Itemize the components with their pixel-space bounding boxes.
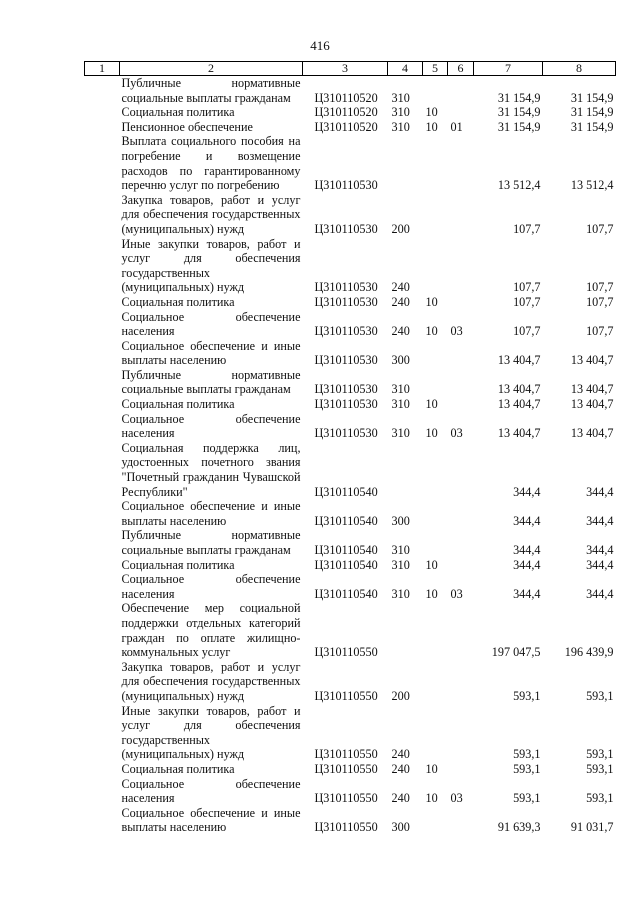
row-col-1 <box>85 660 120 704</box>
row-col-7: 107,7 <box>513 280 541 295</box>
row-name: Социальная поддержка лиц, удостоенных почетного звания "Почетный гражданин Чувашской Республики" <box>121 440 301 499</box>
row-code: Ц310110520 <box>314 119 378 134</box>
row-col-6 <box>448 704 474 762</box>
header-col-1: 1 <box>85 62 120 76</box>
row-col-7: 593,1 <box>513 791 541 806</box>
row-col-8: 344,4 <box>586 484 614 499</box>
table-row <box>85 339 616 368</box>
table-row <box>85 412 616 441</box>
header-col-2: 2 <box>120 62 303 76</box>
row-code: Ц310110550 <box>314 688 378 703</box>
row-col-6 <box>448 76 474 106</box>
table-row <box>85 105 616 120</box>
row-name: Иные закупки товаров, работ и услуг для обеспечения государственных (муниципальных) нужд <box>121 703 301 762</box>
row-col-5 <box>423 441 448 499</box>
row-col-4: 310 <box>391 397 410 412</box>
row-col-1 <box>85 558 120 573</box>
table-row <box>85 499 616 528</box>
row-col-8: 593,1 <box>586 791 614 806</box>
row-col-5: 10 <box>425 557 438 572</box>
row-col-6 <box>448 295 474 310</box>
header-col-6: 6 <box>448 62 474 76</box>
row-code: Ц310110530 <box>314 324 378 339</box>
row-col-1 <box>85 572 120 601</box>
row-col-6 <box>448 193 474 237</box>
row-col-4: 310 <box>391 543 410 557</box>
row-col-6: 03 <box>450 791 463 806</box>
row-code: Ц310110550 <box>314 645 378 660</box>
table-row <box>85 310 616 339</box>
row-col-8: 344,4 <box>586 513 614 528</box>
row-col-7: 344,4 <box>513 557 541 572</box>
row-col-1 <box>85 193 120 237</box>
row-code: Ц310110530 <box>314 221 378 236</box>
row-code: Ц310110530 <box>314 426 378 441</box>
row-col-8: 107,7 <box>586 221 614 236</box>
row-name: Социальное обеспечение населения <box>121 572 301 601</box>
row-name: Социальное обеспечение населения <box>121 411 301 441</box>
table-row <box>85 397 616 412</box>
row-name: Социальное обеспечение населения <box>121 309 301 339</box>
row-col-6 <box>448 762 474 777</box>
row-col-7: 593,1 <box>513 761 541 776</box>
row-code: Ц310110520 <box>314 105 378 120</box>
table-row <box>85 528 616 557</box>
row-col-6 <box>448 806 474 835</box>
row-col-8: 344,4 <box>586 586 614 601</box>
row-col-7: 13 404,7 <box>497 382 541 397</box>
row-code: Ц310110550 <box>314 747 378 762</box>
row-col-1 <box>85 528 120 557</box>
row-code: Ц310110550 <box>314 820 378 835</box>
table-row <box>85 193 616 237</box>
row-code: Ц310110540 <box>314 513 378 528</box>
row-col-4: 310 <box>391 90 410 105</box>
row-col-5: 10 <box>425 294 438 309</box>
row-code: Ц310110540 <box>314 557 378 572</box>
row-col-5 <box>423 339 448 368</box>
row-col-7: 197 047,5 <box>491 645 541 660</box>
row-col-6: 03 <box>450 324 463 339</box>
row-code: Ц310110530 <box>314 382 378 397</box>
row-col-6 <box>448 134 474 192</box>
row-col-7: 593,1 <box>513 747 541 762</box>
row-col-8: 13 404,7 <box>570 426 614 441</box>
table-row <box>85 441 616 499</box>
row-col-6: 03 <box>450 426 463 441</box>
row-col-5: 10 <box>425 119 438 134</box>
row-col-1 <box>85 120 120 135</box>
table-row <box>85 237 616 295</box>
row-col-6: 01 <box>450 119 463 134</box>
row-col-8: 593,1 <box>586 747 614 762</box>
header-col-8: 8 <box>543 62 616 76</box>
row-col-6 <box>448 368 474 397</box>
row-col-7: 344,4 <box>513 484 541 499</box>
budget-table <box>84 61 616 835</box>
row-code: Ц310110540 <box>314 484 378 499</box>
row-col-8: 13 404,7 <box>570 382 614 397</box>
row-col-8: 13 404,7 <box>570 397 614 412</box>
row-col-8: 13 404,7 <box>570 353 614 368</box>
row-col-8: 593,1 <box>586 761 614 776</box>
row-col-4: 240 <box>391 294 410 309</box>
row-name: Социальная политика <box>121 557 235 572</box>
table-header <box>85 62 616 76</box>
row-name: Социальное обеспечение и иные выплаты населению <box>121 499 301 528</box>
row-code: Ц310110530 <box>314 397 378 412</box>
row-name: Пенсионное обеспечение <box>121 119 253 134</box>
row-col-5: 10 <box>425 324 438 339</box>
row-col-6 <box>448 660 474 704</box>
row-col-5: 10 <box>425 586 438 601</box>
row-name: Обеспечение мер социальной поддержки отдельных категорий граждан по оплате жилищно-коммунальных услуг <box>121 601 301 660</box>
header-col-4: 4 <box>388 62 423 76</box>
row-col-5 <box>423 806 448 835</box>
row-col-5 <box>423 368 448 397</box>
row-col-4 <box>388 134 423 192</box>
row-name: Социальная политика <box>121 761 235 776</box>
row-col-5: 10 <box>425 426 438 441</box>
row-code: Ц310110540 <box>314 586 378 601</box>
row-code: Ц310110550 <box>314 791 378 806</box>
row-col-8: 344,4 <box>586 543 614 557</box>
row-col-5 <box>423 660 448 704</box>
row-col-5 <box>423 499 448 528</box>
row-col-1 <box>85 441 120 499</box>
row-code: Ц310110530 <box>314 280 378 295</box>
row-col-4: 310 <box>391 426 410 441</box>
row-name: Социальное обеспечение и иные выплаты населению <box>121 805 301 835</box>
row-col-5 <box>423 237 448 295</box>
row-name: Публичные нормативные социальные выплаты гражданам <box>121 76 301 105</box>
row-col-4 <box>388 441 423 499</box>
row-col-1 <box>85 806 120 835</box>
row-name: Социальное обеспечение и иные выплаты населению <box>121 338 301 368</box>
row-col-4: 200 <box>391 221 410 236</box>
page-number: 416 <box>310 38 330 53</box>
row-name: Выплата социального пособия на погребение и возмещение расходов по гарантированному перечню услуг по погребению <box>121 134 301 193</box>
row-col-1 <box>85 310 120 339</box>
table-row <box>85 368 616 397</box>
table-row <box>85 777 616 806</box>
row-col-8: 31 154,9 <box>570 90 614 105</box>
row-col-4: 240 <box>391 324 410 339</box>
row-col-7: 31 154,9 <box>497 90 541 105</box>
row-col-4: 200 <box>391 688 410 703</box>
row-col-8: 91 031,7 <box>570 820 614 835</box>
row-name: Социальная политика <box>121 294 235 309</box>
row-col-7: 31 154,9 <box>497 105 541 120</box>
row-col-5 <box>423 528 448 557</box>
row-col-7: 107,7 <box>513 294 541 309</box>
table-row <box>85 572 616 601</box>
row-name: Закупка товаров, работ и услуг для обеспечения государственных (муниципальных) нужд <box>121 659 301 703</box>
row-col-1 <box>85 499 120 528</box>
header-col-5: 5 <box>423 62 448 76</box>
row-col-4: 300 <box>391 820 410 835</box>
row-col-5 <box>423 134 448 192</box>
table-row <box>85 601 616 659</box>
row-col-1 <box>85 704 120 762</box>
row-col-7: 91 639,3 <box>497 820 541 835</box>
row-col-7: 13 512,4 <box>497 178 541 193</box>
row-col-7: 107,7 <box>513 324 541 339</box>
row-col-4: 240 <box>391 280 410 295</box>
row-col-7: 593,1 <box>513 688 541 703</box>
row-col-7: 13 404,7 <box>497 397 541 412</box>
table-row <box>85 558 616 573</box>
row-col-5 <box>423 193 448 237</box>
row-col-6 <box>448 601 474 659</box>
row-col-8: 196 439,9 <box>564 645 614 660</box>
table-row <box>85 295 616 310</box>
table-row <box>85 120 616 135</box>
row-code: Ц310110530 <box>314 294 378 309</box>
row-col-6 <box>448 558 474 573</box>
row-col-6: 03 <box>450 586 463 601</box>
row-code: Ц310110520 <box>314 90 378 105</box>
row-col-4: 240 <box>391 761 410 776</box>
row-col-6 <box>448 441 474 499</box>
row-col-5: 10 <box>425 105 438 120</box>
row-col-1 <box>85 368 120 397</box>
row-col-8: 13 512,4 <box>570 178 614 193</box>
table-row <box>85 762 616 777</box>
row-col-1 <box>85 105 120 120</box>
row-col-8: 31 154,9 <box>570 119 614 134</box>
row-col-7: 13 404,7 <box>497 426 541 441</box>
table-row <box>85 134 616 192</box>
table-row <box>85 660 616 704</box>
row-col-4: 310 <box>391 105 410 120</box>
table-row <box>85 806 616 835</box>
row-col-1 <box>85 601 120 659</box>
row-col-6 <box>448 528 474 557</box>
table-body <box>85 76 616 835</box>
row-col-1 <box>85 237 120 295</box>
row-code: Ц310110530 <box>314 353 378 368</box>
row-code: Ц310110540 <box>314 543 378 557</box>
row-col-8: 593,1 <box>586 688 614 703</box>
row-col-5: 10 <box>425 761 438 776</box>
row-name: Социальная политика <box>121 397 235 412</box>
row-code: Ц310110530 <box>314 178 378 193</box>
row-col-4: 240 <box>391 747 410 762</box>
row-col-1 <box>85 134 120 192</box>
row-col-8: 31 154,9 <box>570 105 614 120</box>
row-name: Публичные нормативные социальные выплаты гражданам <box>121 528 301 557</box>
row-col-8: 107,7 <box>586 324 614 339</box>
row-col-1 <box>85 76 120 106</box>
row-col-1 <box>85 339 120 368</box>
row-col-8: 344,4 <box>586 557 614 572</box>
table-row <box>85 76 616 106</box>
row-col-1 <box>85 295 120 310</box>
row-col-1 <box>85 397 120 412</box>
header-col-3: 3 <box>303 62 388 76</box>
row-col-6 <box>448 499 474 528</box>
row-name: Иные закупки товаров, работ и услуг для обеспечения государственных (муниципальных) нужд <box>121 236 301 295</box>
row-col-4: 300 <box>391 353 410 368</box>
row-col-7: 344,4 <box>513 513 541 528</box>
row-name: Закупка товаров, работ и услуг для обеспечения государственных (муниципальных) нужд <box>121 192 301 236</box>
table-row <box>85 704 616 762</box>
row-name: Социальная политика <box>121 105 235 120</box>
row-col-7: 344,4 <box>513 586 541 601</box>
header-col-7: 7 <box>474 62 543 76</box>
row-name: Публичные нормативные социальные выплаты гражданам <box>121 367 301 397</box>
row-col-5 <box>423 76 448 106</box>
row-col-5 <box>423 601 448 659</box>
row-col-1 <box>85 412 120 441</box>
row-col-4 <box>388 601 423 659</box>
row-col-7: 344,4 <box>513 543 541 557</box>
row-col-8: 107,7 <box>586 280 614 295</box>
row-col-5: 10 <box>425 397 438 412</box>
row-col-4: 310 <box>391 382 410 397</box>
row-name: Социальное обеспечение населения <box>121 776 301 806</box>
row-col-4: 310 <box>391 586 410 601</box>
row-col-1 <box>85 762 120 777</box>
row-col-4: 310 <box>391 557 410 572</box>
row-col-1 <box>85 777 120 806</box>
row-col-6 <box>448 339 474 368</box>
row-col-8: 107,7 <box>586 294 614 309</box>
row-col-7: 31 154,9 <box>497 119 541 134</box>
row-code: Ц310110550 <box>314 761 378 776</box>
row-col-6 <box>448 105 474 120</box>
row-col-4: 300 <box>391 513 410 528</box>
row-col-7: 107,7 <box>513 221 541 236</box>
row-col-5: 10 <box>425 791 438 806</box>
row-col-6 <box>448 237 474 295</box>
row-col-7: 13 404,7 <box>497 353 541 368</box>
row-col-4: 310 <box>391 119 410 134</box>
row-col-4: 240 <box>391 791 410 806</box>
row-col-6 <box>448 397 474 412</box>
row-col-5 <box>423 704 448 762</box>
